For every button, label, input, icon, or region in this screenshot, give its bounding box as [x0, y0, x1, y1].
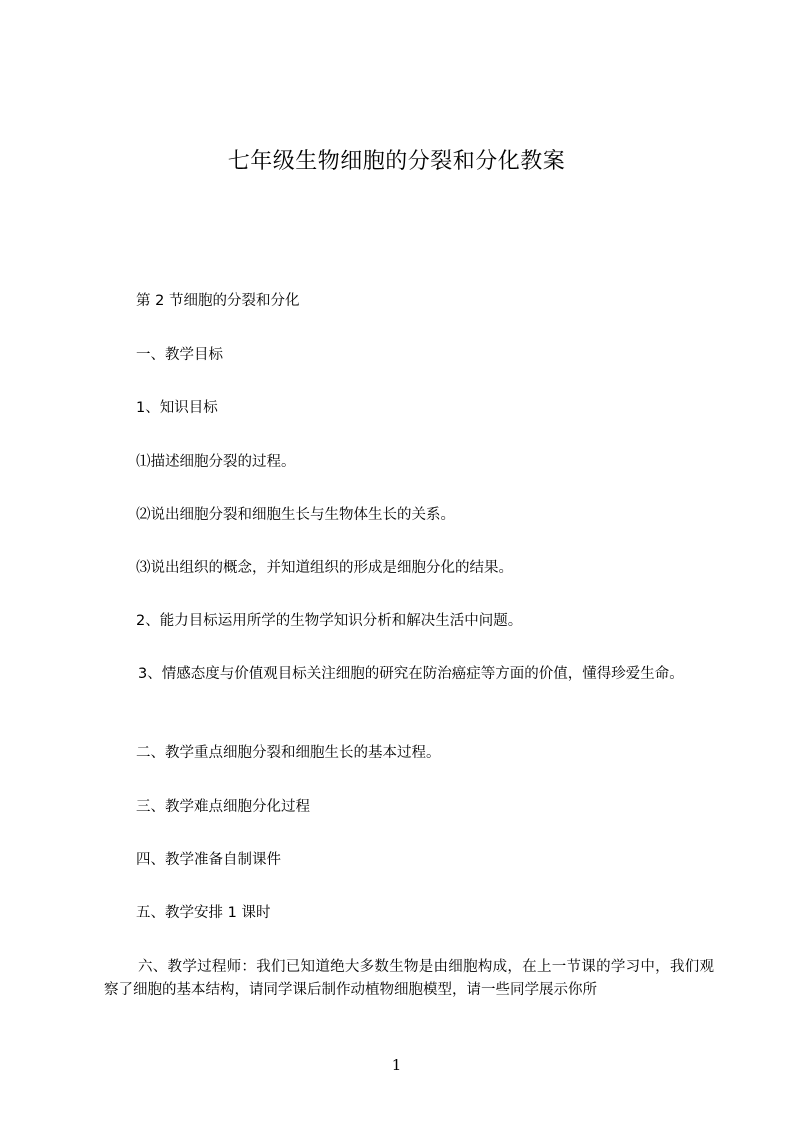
paragraph: ⑴描述细胞分裂的过程。 [136, 454, 296, 470]
paragraph: 二、教学重点细胞分裂和细胞生长的基本过程。 [136, 745, 441, 761]
paragraph: 3、情感态度与价值观目标关注细胞的研究在防治癌症等方面的价值，懂得珍爱生命。 [138, 666, 684, 682]
paragraph: 1、知识目标 [136, 400, 218, 416]
page-number: 1 [391, 1056, 402, 1074]
paragraph: ⑶说出组织的概念，并知道组织的形成是细胞分化的结果。 [136, 560, 513, 576]
paragraph: 一、教学目标 [136, 347, 223, 363]
paragraph: 四、教学准备自制课件 [136, 852, 281, 868]
paragraph: 六、教学过程师：我们已知道绝大多数生物是由细胞构成，在上一节课的学习中，我们观察了细胞的基本结构，请同学课后制作动植物细胞模型，请一些同学展示你所 [104, 959, 714, 998]
paragraph: 五、教学安排 1 课时 [136, 905, 271, 921]
paragraph: 2、能力目标运用所学的生物学知识分析和解决生活中问题。 [136, 613, 523, 629]
document-title: 七年级生物细胞的分裂和分化教案 [227, 149, 566, 174]
section-heading: 第 2 节细胞的分裂和分化 [136, 293, 300, 309]
paragraph: ⑵说出细胞分裂和细胞生长与生物体生长的关系。 [136, 507, 455, 523]
paragraph: 三、教学难点细胞分化过程 [136, 799, 310, 815]
